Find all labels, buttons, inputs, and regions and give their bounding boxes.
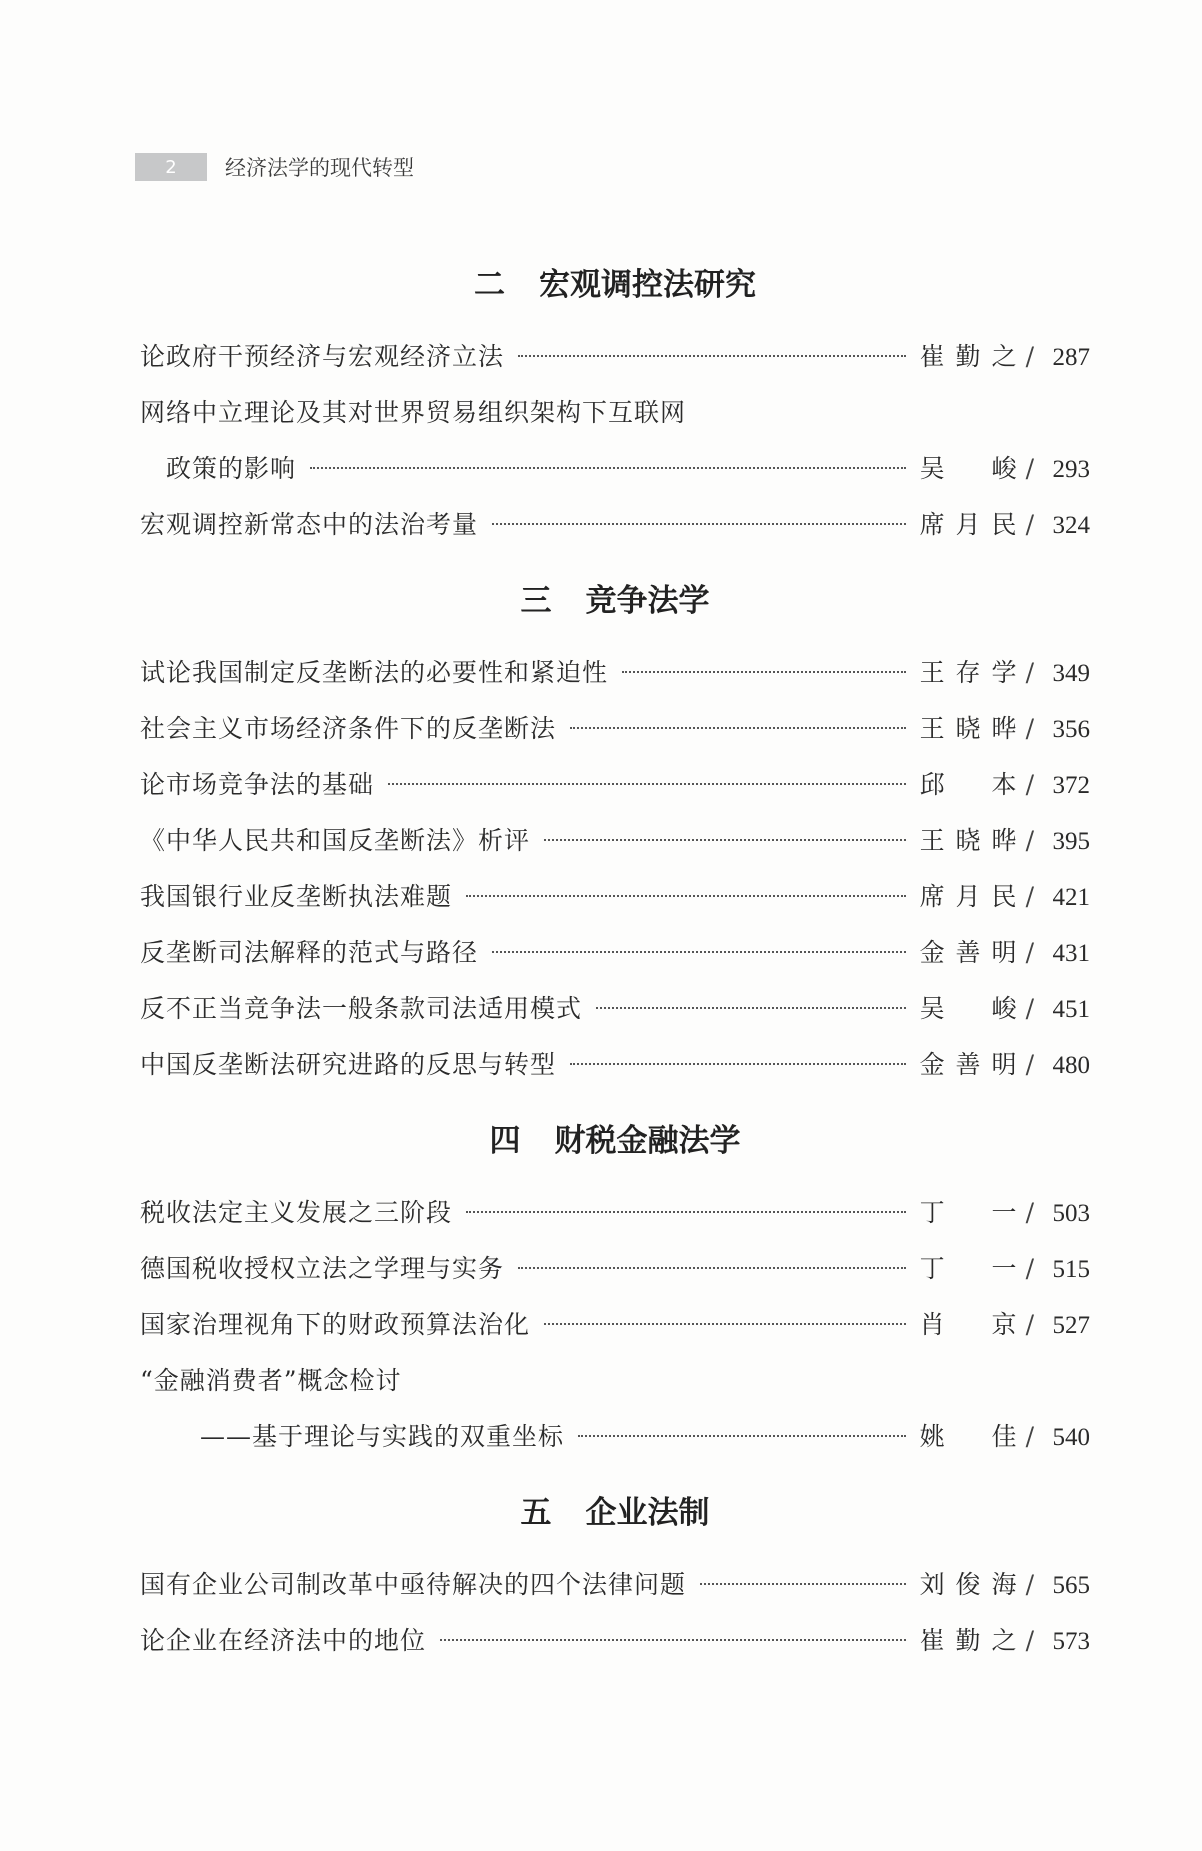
section-title: 宏观调控法研究 [539, 267, 756, 303]
dot-leader [518, 1267, 906, 1269]
toc-entry[interactable] [140, 441, 1090, 497]
entry-title: 网络中立理论及其对世界贸易组织架构下互联网 [140, 398, 687, 427]
entry-page-number: 293 [1052, 456, 1090, 483]
entry-page-number: 395 [1052, 828, 1090, 855]
toc-section [140, 1483, 1090, 1669]
entry-page-number: 287 [1052, 344, 1090, 371]
section-number: 四 [489, 1123, 521, 1159]
entry-page-number: 421 [1052, 884, 1090, 911]
entry-author: 丁 一 [919, 1254, 1018, 1283]
entry-author: 王晓晔 [919, 826, 1018, 855]
entry-page-number: 540 [1052, 1424, 1090, 1451]
entry-page-number: 565 [1052, 1572, 1090, 1599]
section-heading [140, 571, 1090, 631]
dot-leader [388, 783, 906, 785]
toc-entry[interactable] [140, 757, 1090, 813]
entry-author: 席月民 [919, 882, 1018, 911]
entry-author: 金善明 [919, 1050, 1018, 1079]
separator-slash: / [1025, 1626, 1034, 1655]
entry-page-number: 431 [1052, 940, 1090, 967]
separator-slash: / [1025, 938, 1034, 967]
dot-leader [544, 839, 906, 841]
entry-author: 崔勤之 [919, 1626, 1018, 1655]
dot-leader [466, 895, 906, 897]
section-title: 企业法制 [585, 1495, 710, 1531]
entry-title: 中国反垄断法研究进路的反思与转型 [140, 1050, 557, 1079]
toc-entry[interactable] [140, 1613, 1090, 1669]
separator-slash: / [1025, 510, 1034, 539]
book-title: 经济法学的现代转型 [225, 156, 414, 180]
separator-slash: / [1025, 1198, 1034, 1227]
section-heading [140, 1111, 1090, 1171]
entry-title: “金融消费者”概念检讨 [140, 1366, 402, 1395]
toc-entry[interactable] [140, 497, 1090, 553]
entry-page-number: 480 [1052, 1052, 1090, 1079]
separator-slash: / [1025, 1050, 1034, 1079]
entry-page-number: 503 [1052, 1200, 1090, 1227]
entry-title: ——基于理论与实践的双重坐标 [200, 1422, 565, 1451]
toc-entry[interactable] [140, 385, 1090, 441]
separator-slash: / [1025, 1570, 1034, 1599]
entry-title: 反垄断司法解释的范式与路径 [140, 938, 479, 967]
entry-author: 肖 京 [919, 1310, 1018, 1339]
entry-title: 论政府干预经济与宏观经济立法 [140, 342, 505, 371]
entry-author: 吴 峻 [919, 994, 1018, 1023]
entry-author: 姚 佳 [919, 1422, 1018, 1451]
separator-slash: / [1025, 1254, 1034, 1283]
entry-page-number: 372 [1052, 772, 1090, 799]
toc-entry[interactable] [140, 1241, 1090, 1297]
separator-slash: / [1025, 658, 1034, 687]
separator-slash: / [1025, 770, 1034, 799]
entry-page-number: 451 [1052, 996, 1090, 1023]
section-number: 二 [474, 267, 505, 303]
toc-entry[interactable] [140, 813, 1090, 869]
separator-slash: / [1025, 714, 1034, 743]
entry-author: 金善明 [919, 938, 1018, 967]
entry-page-number: 349 [1052, 660, 1090, 687]
separator-slash: / [1025, 882, 1034, 911]
dot-leader [492, 951, 906, 953]
section-title: 财税金融法学 [554, 1123, 741, 1159]
entry-title: 税收法定主义发展之三阶段 [140, 1198, 453, 1227]
entry-title: 论市场竞争法的基础 [140, 770, 375, 799]
dot-leader [570, 1063, 906, 1065]
dot-leader [492, 523, 906, 525]
entry-title: 试论我国制定反垄断法的必要性和紧迫性 [140, 658, 609, 687]
entry-author: 王存学 [919, 658, 1018, 687]
entry-author: 刘俊海 [919, 1570, 1018, 1599]
toc-entry[interactable] [140, 1297, 1090, 1353]
entry-title: 《中华人民共和国反垄断法》析评 [140, 826, 531, 855]
entry-title: 反不正当竞争法一般条款司法适用模式 [140, 994, 583, 1023]
entry-title: 国家治理视角下的财政预算法治化 [140, 1310, 531, 1339]
entry-author: 王晓晔 [919, 714, 1018, 743]
separator-slash: / [1025, 1310, 1034, 1339]
dot-leader [570, 727, 906, 729]
entry-page-number: 573 [1052, 1628, 1090, 1655]
separator-slash: / [1025, 342, 1034, 371]
dot-leader [544, 1323, 906, 1325]
entry-author: 席月民 [919, 510, 1018, 539]
dot-leader [622, 671, 906, 673]
toc-entry[interactable] [140, 925, 1090, 981]
entry-page-number: 324 [1052, 512, 1090, 539]
toc-entry[interactable] [140, 1409, 1090, 1465]
separator-slash: / [1025, 826, 1034, 855]
toc-entry[interactable] [140, 1185, 1090, 1241]
section-heading [140, 255, 1090, 315]
running-header [135, 152, 414, 182]
toc-entry[interactable] [140, 645, 1090, 701]
dot-leader [310, 467, 906, 469]
entry-author: 崔勤之 [919, 342, 1018, 371]
entry-title: 国有企业公司制改革中亟待解决的四个法律问题 [140, 1570, 687, 1599]
entry-title: 德国税收授权立法之学理与实务 [140, 1254, 505, 1283]
toc-entry[interactable] [140, 1037, 1090, 1093]
entry-page-number: 356 [1052, 716, 1090, 743]
toc-entry[interactable] [140, 1557, 1090, 1613]
dot-leader [466, 1211, 906, 1213]
entry-page-number: 527 [1052, 1312, 1090, 1339]
entry-title: 社会主义市场经济条件下的反垄断法 [140, 714, 557, 743]
entry-author: 邱 本 [919, 770, 1018, 799]
toc-entry[interactable] [140, 329, 1090, 385]
toc-entry[interactable] [140, 1353, 1090, 1409]
dot-leader [518, 355, 906, 357]
dot-leader [596, 1007, 906, 1009]
toc-entry[interactable] [140, 701, 1090, 757]
separator-slash: / [1025, 994, 1034, 1023]
toc-section [140, 255, 1090, 553]
entry-title: 政策的影响 [166, 454, 297, 483]
table-of-contents [140, 255, 1090, 1687]
entry-title: 论企业在经济法中的地位 [140, 1626, 427, 1655]
section-heading [140, 1483, 1090, 1543]
section-number: 五 [520, 1495, 552, 1531]
separator-slash: / [1025, 1422, 1034, 1451]
entry-author: 丁 一 [919, 1198, 1018, 1227]
dot-leader [440, 1639, 906, 1641]
separator-slash: / [1025, 454, 1034, 483]
page-number: 2 [135, 153, 207, 181]
toc-entry[interactable] [140, 981, 1090, 1037]
dot-leader [578, 1435, 906, 1437]
entry-author: 吴 峻 [919, 454, 1018, 483]
toc-section [140, 1111, 1090, 1465]
toc-entry[interactable] [140, 869, 1090, 925]
entry-title: 宏观调控新常态中的法治考量 [140, 510, 479, 539]
section-number: 三 [520, 583, 552, 619]
entry-page-number: 515 [1052, 1256, 1090, 1283]
entry-title: 我国银行业反垄断执法难题 [140, 882, 453, 911]
dot-leader [700, 1583, 906, 1585]
section-title: 竞争法学 [585, 583, 710, 619]
toc-section [140, 571, 1090, 1093]
